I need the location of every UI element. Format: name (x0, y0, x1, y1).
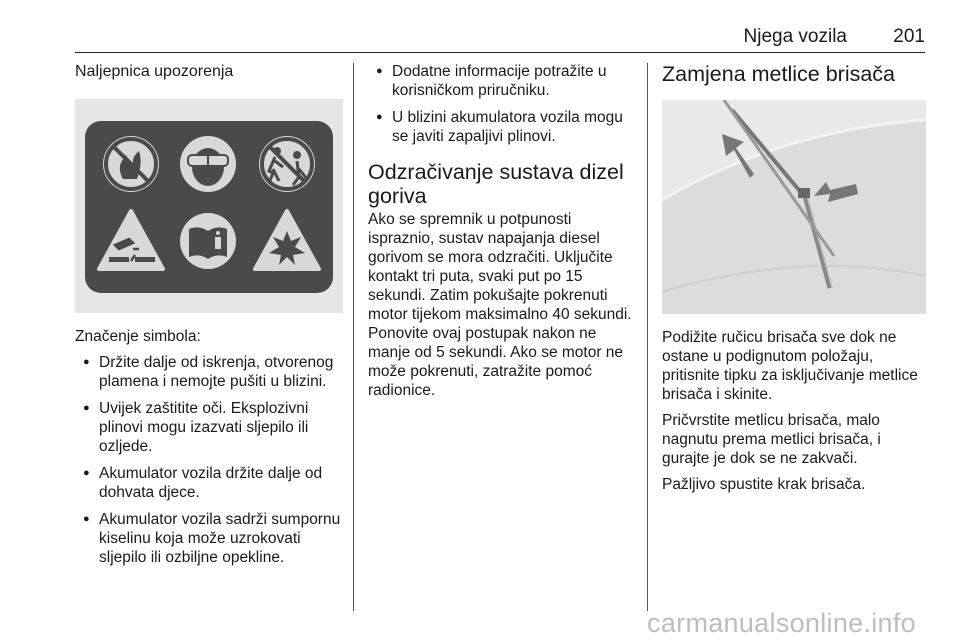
warning-label-heading: Naljepnica upozorenja (75, 63, 234, 80)
paragraph: Pričvrstite metlicu brisača, malo nagnutu prema metlici brisača, i gurajte je dok se ne zakvači. (662, 412, 881, 467)
list-item: ● Uvijek zaštitite oči. Eksplozivni plinovi mogu izazvati sljepilo ili ozljede. (75, 399, 343, 456)
list-item: ● U blizini akumulatora vozila mogu se javiti zapaljivi plinovi. (368, 108, 636, 146)
diesel-bleeding-body: Ako se spremnik u potpunosti ispraznio, sustav napajanja diesel gorivom se mora odzračiti. Uključite kontakt tri puta, svaki put po 15 sekundi. Zatim pokušajte pokrenuti motor tijekom maksimalno 40 sekundi. Ponovite ovaj postupak nakon ne manje od 5 sekundi. Ako se motor ne može pokrenuti, zatražite pomoć radionice. (368, 211, 632, 399)
page-number: 201 (893, 26, 925, 47)
list-item: ● Akumulator vozila sadrži sumpornu kiselinu koja može uzrokovati sljepilo ili ozbiljne opekline. (75, 510, 343, 567)
diesel-bleeding-heading: Odzračivanje sustava dizel goriva (368, 160, 624, 208)
warning-label-image (75, 99, 343, 313)
column-divider (353, 63, 354, 611)
info-list (368, 62, 636, 146)
page-header (75, 0, 925, 53)
read-manual-icon (180, 213, 236, 269)
eye-protection-icon (180, 136, 236, 192)
watermark: carmanualsonline.info (647, 608, 916, 638)
column-left (75, 62, 343, 575)
paragraph: Podižite ručicu brisača sve dok ne ostane u podignutom položaju, pritisnite tipku za isključivanje metlice brisača i skinite. (662, 329, 918, 403)
column-divider (647, 63, 648, 611)
wiper-replacement-heading: Zamjena metlice brisača (662, 62, 896, 86)
no-fire-icon (103, 136, 159, 192)
symbols-list (75, 353, 343, 567)
wiper-image (662, 100, 926, 314)
column-middle (368, 62, 636, 407)
list-item: ● Akumulator vozila držite dalje od dohvata djece. (75, 464, 343, 502)
section-title: Njega vozila (743, 26, 847, 47)
symbols-intro: Značenje simbola: (75, 328, 201, 345)
column-right (662, 62, 930, 501)
keep-away-children-icon (259, 136, 315, 192)
paragraph: Pažljivo spustite krak brisača. (662, 476, 866, 493)
list-item: ● Dodatne informacije potražite u korisničkom priručniku. (368, 62, 636, 100)
list-item: ● Držite dalje od iskrenja, otvorenog plamena i nemojte pušiti u blizini. (75, 353, 343, 391)
